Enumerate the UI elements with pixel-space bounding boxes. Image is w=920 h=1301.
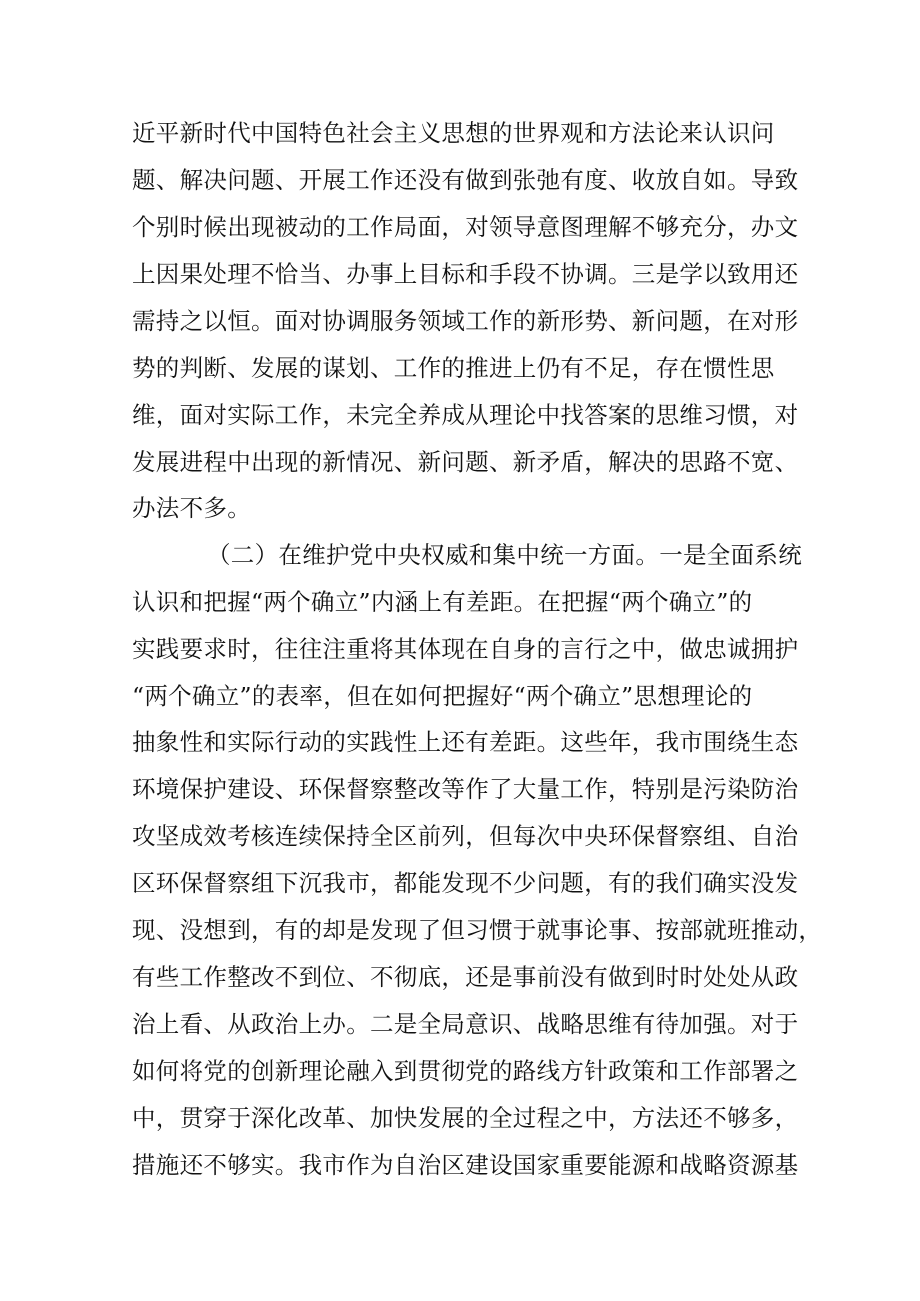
text-line: 实践要求时，往往注重将其体现在自身的言行之中，做忠诚拥护 [132,635,799,663]
text-line: 上因果处理不恰当、办事上目标和手段不协调。三是学以致用还 [132,260,799,288]
text-line: 维，面对实际工作，未完全养成从理论中找答案的思维习惯，对 [132,401,799,429]
text-line: 现、没想到，有的却是发现了但习惯于就事论事、按部就班推动， [132,916,823,944]
text-line: 认识和把握“两个确立”内涵上有差距。在把握“两个确立”的 [132,588,753,616]
text-line: 措施还不够实。我市作为自治区建设国家重要能源和战略资源基 [132,1151,799,1179]
text-line: 发展进程中出现的新情况、新问题、新矛盾，解决的思路不宽、 [132,448,799,476]
text-line: 需持之以恒。面对协调服务领域工作的新形势、新问题，在对形 [132,307,799,335]
text-line: 环境保护建设、环保督察整改等作了大量工作，特别是污染防治 [132,775,799,803]
text-line: “两个确立”的表率，但在如何把握好“两个确立”思想理论的 [132,682,753,710]
section-heading-line: （二）在维护党中央权威和集中统一方面。一是全面系统 [207,541,802,569]
text-line: 如何将党的创新理论融入到贯彻党的路线方针政策和工作部署之 [132,1057,799,1085]
text-line: 抽象性和实际行动的实践性上还有差距。这些年，我市围绕生态 [132,728,799,756]
text-line: 攻坚成效考核连续保持全区前列，但每次中央环保督察组、自治 [132,822,799,850]
text-line: 有些工作整改不到位、不彻底，还是事前没有做到时时处处从政 [132,963,799,991]
text-line: 题、解决问题、开展工作还没有做到张弛有度、收放自如。导致 [132,166,799,194]
text-line: 区环保督察组下沉我市，都能发现不少问题，有的我们确实没发 [132,869,799,897]
text-line: 中，贯穿于深化改革、加快发展的全过程之中，方法还不够多， [132,1104,799,1132]
text-line: 办法不多。 [132,494,251,522]
text-line: 近平新时代中国特色社会主义思想的世界观和方法论来认识问 [132,119,775,147]
text-line: 势的判断、发展的谋划、工作的推进上仍有不足，存在惯性思 [132,354,775,382]
text-line: 个别时候出现被动的工作局面，对领导意图理解不够充分，办文 [132,213,799,241]
text-line: 治上看、从政治上办。二是全局意识、战略思维有待加强。对于 [132,1010,799,1038]
